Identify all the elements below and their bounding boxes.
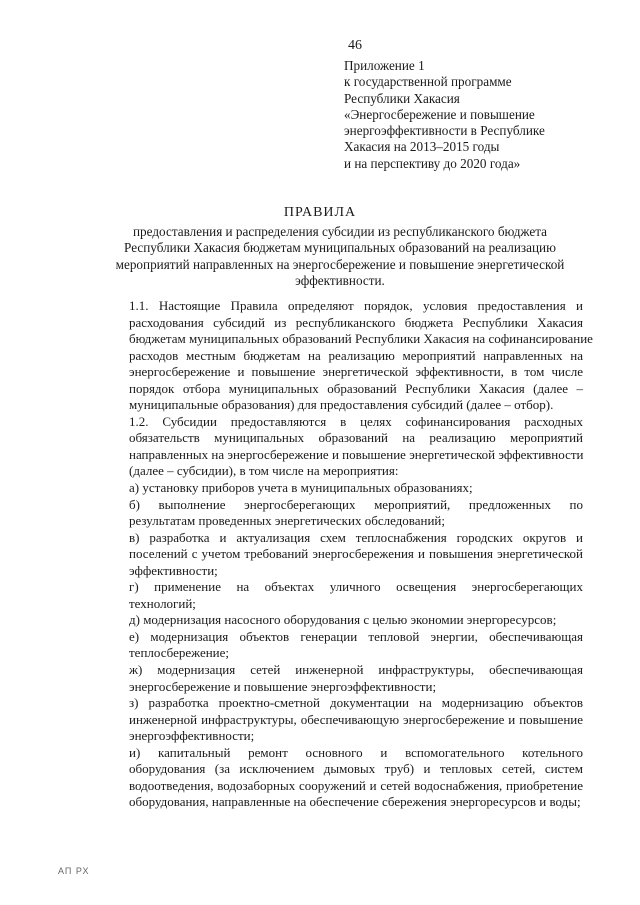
paragraph-line: з) разработка проектно-сметной документации на модернизацию объектов xyxy=(129,695,583,711)
paragraph-line: порядок отбора муниципальных образований Республики Хакасия (далее – xyxy=(129,380,583,396)
paragraph-line: энергосбережение и повышение энергоэффективности; xyxy=(129,678,437,694)
paragraph xyxy=(93,298,593,414)
paragraph-line: б) выполнение энергосберегающих мероприятий, предложенных по xyxy=(129,496,583,512)
paragraph xyxy=(93,745,583,811)
paragraph xyxy=(93,612,583,629)
subtitle-line: эффективности. xyxy=(295,272,385,288)
paragraph xyxy=(93,579,583,612)
paragraph-line: водоотведения, водозаборных сооружений и сетей водоснабжения, приобретение xyxy=(129,777,583,793)
document-subtitle xyxy=(105,224,575,289)
paragraph-line: ж) модернизация сетей инженерной инфраструктуры, обеспечивающая xyxy=(129,662,583,678)
paragraph-line: а) установку приборов учета в муниципальных образованиях; xyxy=(129,480,473,496)
subtitle-line: предоставления и распределения субсидии из республиканского бюджета xyxy=(133,224,547,239)
paragraph-line: энергосбережение и повышение энергетической эффективности, в том числе xyxy=(129,364,583,380)
appendix-line: Хакасия на 2013–2015 годы xyxy=(344,139,500,155)
subtitle-line: мероприятий направленных на энергосбережение и повышение энергетической xyxy=(115,256,565,272)
paragraph-line: инженерной инфраструктуры, обеспечивающую энергосбережение и повышение xyxy=(129,711,583,727)
paragraph xyxy=(93,695,583,745)
paragraph-line: направленных на энергосбережение и повышение энергетической эффективности xyxy=(129,446,584,462)
paragraph-line: (далее – субсидии), в том числе на мероприятия: xyxy=(129,463,399,479)
paragraph-line: теплосбережение; xyxy=(129,645,230,661)
document-title: ПРАВИЛА xyxy=(283,205,357,220)
paragraph-line: муниципальные образования) для предоставления субсидий (далее – отбор). xyxy=(129,397,554,413)
page-number: 46 xyxy=(348,38,362,53)
footer-mark: АП РХ xyxy=(58,866,90,876)
paragraph-line: в) разработка и актуализация схем теплоснабжения городских округов и xyxy=(129,529,583,545)
paragraph xyxy=(93,497,583,530)
appendix-header xyxy=(344,58,634,172)
paragraph-line: эффективности; xyxy=(129,562,218,578)
subtitle-line: Республики Хакасия бюджетам муниципальных образований на реализацию xyxy=(124,240,556,256)
paragraph-line: обязательств муниципальных образований на реализацию мероприятий xyxy=(129,430,583,446)
paragraph-line: бюджетам муниципальных образований Республики Хакасия на софинансирование xyxy=(129,331,593,347)
paragraph xyxy=(93,629,583,662)
paragraph-line: д) модернизация насосного оборудования с целью экономии энергоресурсов; xyxy=(129,612,557,628)
appendix-line: и на перспективу до 2020 года» xyxy=(344,155,521,171)
paragraph-line: оборудования (за исключением дымовых труб) и тепловых сетей, систем xyxy=(129,761,583,777)
paragraph-line: технологий; xyxy=(129,595,196,611)
document-body xyxy=(93,298,593,811)
paragraph-line: и) капитальный ремонт основного и вспомогательного котельного xyxy=(129,744,583,760)
paragraph xyxy=(93,662,583,695)
paragraph-line: расходов местным бюджетам на реализацию мероприятий направленных на xyxy=(129,347,583,363)
paragraph-line: поселений с учетом требований энергосбережения и повышения энергетической xyxy=(129,546,583,562)
appendix-line: Приложение 1 xyxy=(344,58,425,73)
paragraph-line: 1.2. Субсидии предоставляются в целях софинансирования расходных xyxy=(129,413,583,429)
appendix-line: Республики Хакасия xyxy=(344,90,460,106)
appendix-line: «Энергосбережение и повышение xyxy=(344,106,535,122)
paragraph xyxy=(93,530,583,580)
paragraph-line: оборудования, направленные на обеспечение сбережения энергоресурсов и воды; xyxy=(129,794,581,810)
paragraph xyxy=(93,414,583,480)
paragraph-line: энергоэффективности; xyxy=(129,728,255,744)
paragraph-line: расходования субсидий из республиканского бюджета Республики Хакасия xyxy=(129,314,583,330)
paragraph-line: е) модернизация объектов генерации тепловой энергии, обеспечивающая xyxy=(129,628,583,644)
paragraph-line: результатам проведенных энергетических обследований; xyxy=(129,513,446,529)
paragraph xyxy=(93,480,583,497)
appendix-line: к государственной программе xyxy=(344,74,512,90)
paragraph-line: 1.1. Настоящие Правила определяют порядок, условия предоставления и xyxy=(129,298,583,313)
appendix-line: энергоэффективности в Республике xyxy=(344,123,545,139)
paragraph-line: г) применение на объектах уличного освещения энергосберегающих xyxy=(129,579,583,595)
